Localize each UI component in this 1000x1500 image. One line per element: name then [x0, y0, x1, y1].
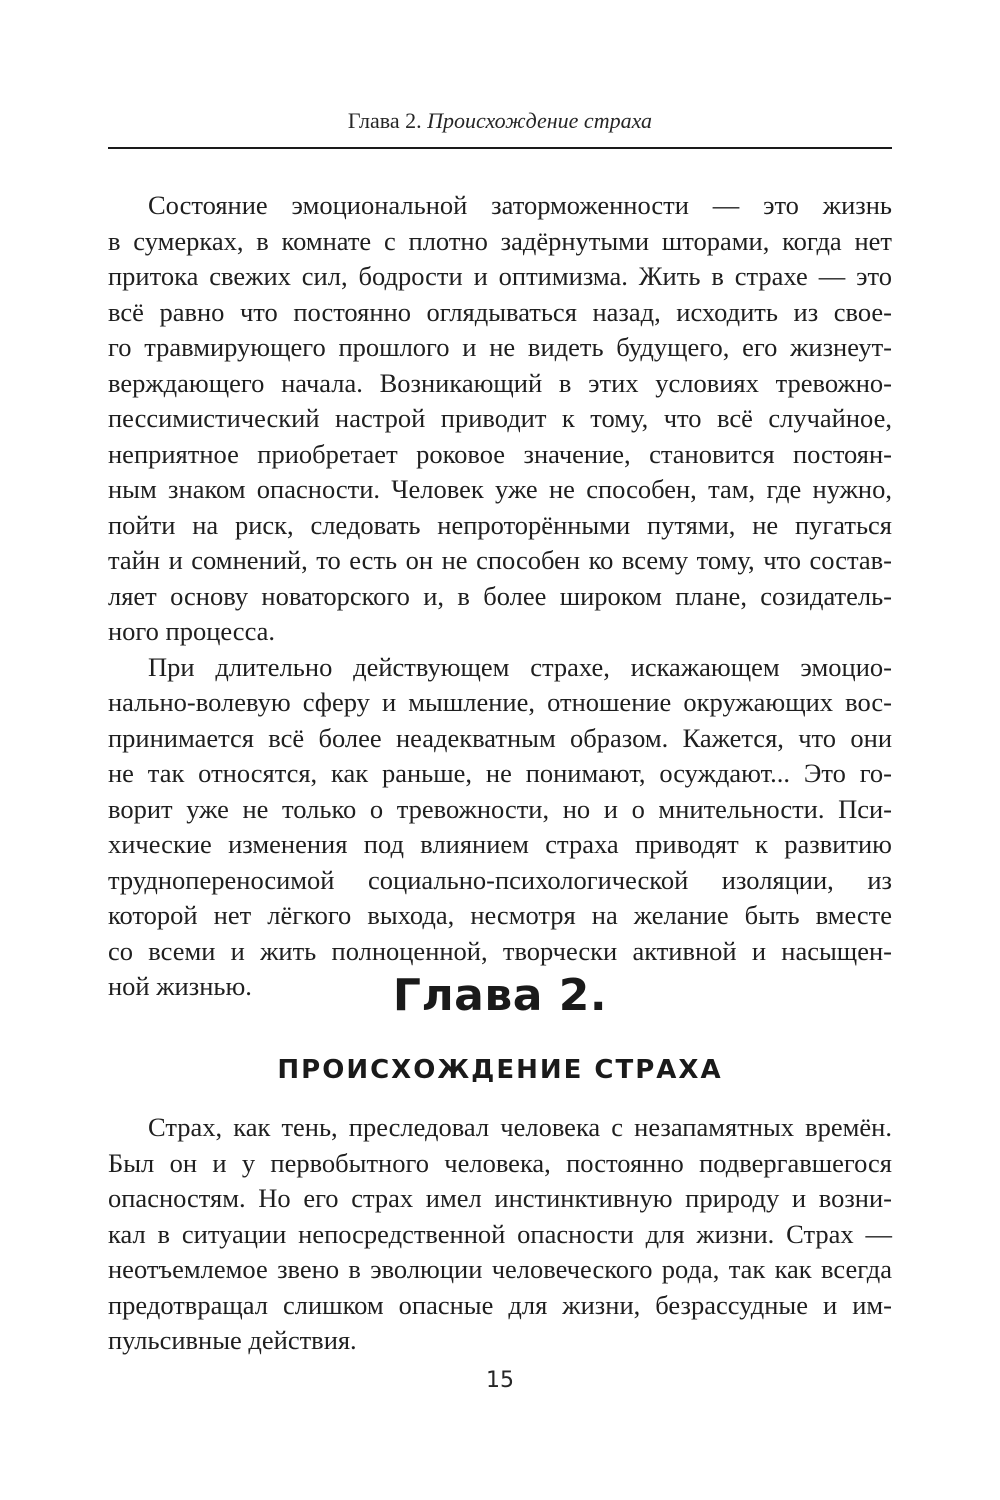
- text-line: верждающего начала. Возникающий в этих условиях тревожно-: [108, 367, 892, 398]
- text-line: пульсивные действия.: [108, 1325, 357, 1355]
- text-line: пойти на риск, следовать непроторёнными путями, не пугаться: [108, 509, 892, 540]
- text-line: тайн и сомнений, то есть он не способен ко всему тому, что состав-: [108, 545, 892, 575]
- page-number: 15: [486, 1368, 514, 1393]
- text-line: неотъемлемое звено в эволюции человеческого рода, так как всегда: [108, 1254, 892, 1284]
- text-line: принимается всё более неадекватным образом. Кажется, что они: [108, 722, 892, 753]
- running-head: [108, 106, 892, 136]
- text-line: всё равно что постоянно оглядываться назад, исходить из свое-: [108, 296, 892, 327]
- text-line: Страх, как тень, преследовал человека с незапамятных времён.: [148, 1112, 892, 1142]
- text-line: При длительно действующем страхе, искажающем эмоцио-: [148, 651, 892, 682]
- text-line: Был он и у первобытного человека, постоянно подвергавшегося: [108, 1147, 892, 1178]
- text-line: ной жизнью.: [108, 971, 252, 1001]
- text-line: нально-волевую сферу и мышление, отношение окружающих вос-: [108, 687, 892, 717]
- text-line: кал в ситуации непосредственной опасности для жизни. Страх —: [108, 1218, 892, 1249]
- text-line: ным знаком опасности. Человек уже не способен, там, где нужно,: [108, 474, 892, 504]
- text-line: ворит уже не только о тревожности, но и о мнительности. Пси-: [108, 793, 892, 824]
- chapter-heading: Глава 2.: [392, 970, 608, 1021]
- text-line: пессимистический настрой приводит к тому, что всё случайное,: [108, 403, 892, 433]
- running-head-chapter: Глава 2.: [347, 108, 422, 133]
- text-line: предотвращал слишком опасные для жизни, безрассудные и им-: [108, 1289, 892, 1320]
- paragraph: [108, 650, 892, 1005]
- text-line: которой нет лёгкого выхода, несмотря на желание быть вместе: [108, 900, 892, 930]
- running-head-title: Происхождение страха: [427, 108, 653, 133]
- text-line: хические изменения под влиянием страха приводят к развитию: [108, 829, 892, 859]
- text-line: го травмирующего прошлого и не видеть будущего, его жизнеут-: [108, 332, 892, 362]
- text-line: притока свежих сил, бодрости и оптимизма. Жить в страхе — это: [108, 261, 892, 291]
- text-line: ного процесса.: [108, 616, 276, 646]
- text-line: труднопереносимой социально-психологической изоляции, из: [108, 864, 892, 895]
- paragraph: [108, 1110, 892, 1359]
- section2-text: [108, 1110, 892, 1359]
- header-rule: [108, 147, 892, 149]
- text-line: не так относятся, как раньше, не понимают, осуждают... Это го-: [108, 758, 892, 788]
- section1-text: [108, 188, 892, 1005]
- paragraph: [108, 188, 892, 650]
- chapter-subheading: ПРОИСХОЖДЕНИЕ СТРАХА: [277, 1055, 723, 1085]
- text-line: в сумерках, в комнате с плотно задёрнутыми шторами, когда нет: [108, 225, 892, 256]
- text-line: Состояние эмоциональной заторможенности — это жизнь: [148, 190, 892, 220]
- text-line: ляет основу новаторского и, в более широком плане, созидатель-: [108, 580, 892, 611]
- text-line: неприятное приобретает роковое значение, становится постоян-: [108, 438, 892, 469]
- text-line: опасностям. Но его страх имел инстинктивную природу и возни-: [108, 1183, 892, 1213]
- text-line: со всеми и жить полноценной, творчески активной и насыщен-: [108, 935, 892, 966]
